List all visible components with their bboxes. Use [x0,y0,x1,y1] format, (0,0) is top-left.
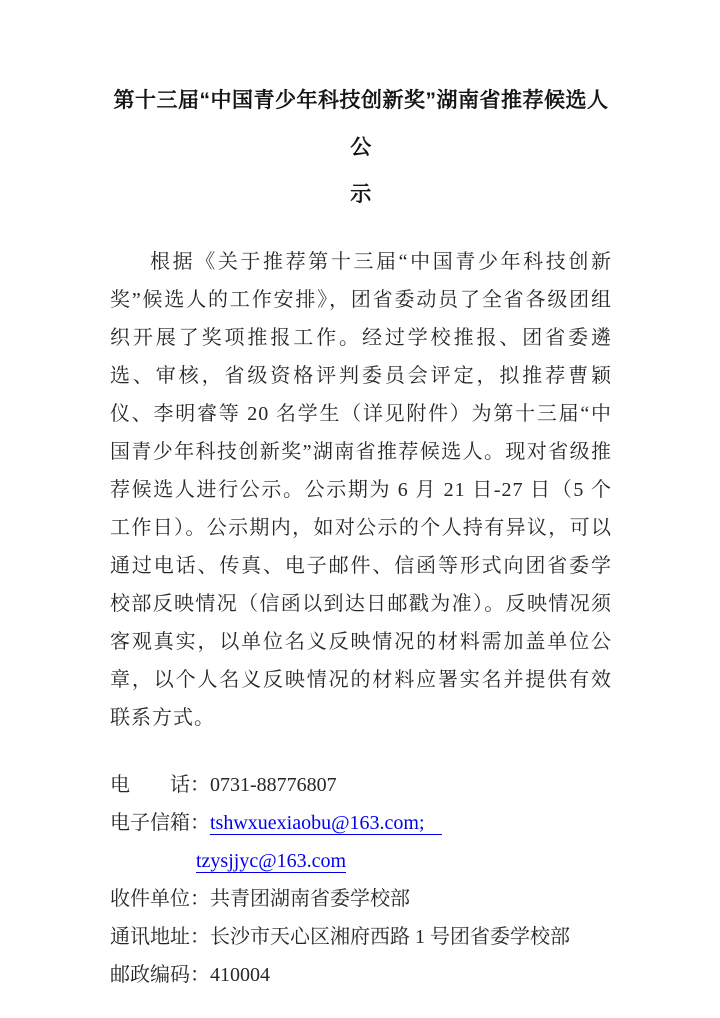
phone-value: 0731-88776807 [210,774,337,796]
document-title: 第十三届“中国青少年科技创新奖”湖南省推荐候选人公 示 [113,89,609,206]
phone-row [110,766,612,804]
postcode-value: 410004 [210,964,270,986]
contact-block [110,766,612,994]
postcode-label: 邮政编码： [110,964,210,986]
phone-label: 电 话： [110,774,210,796]
postcode-row [110,956,612,994]
recipient-value: 共青团湖南省委学校部 [210,888,410,910]
email-row [110,804,612,842]
address-value: 长沙市天心区湘府西路 1 号团省委学校部 [210,926,570,948]
address-label: 通讯地址： [110,926,210,948]
recipient-row [110,880,612,918]
address-row [110,918,612,956]
body-paragraph: 根据《关于推荐第十三届“中国青少年科技创新奖”候选人的工作安排》，团省委动员了全省各级团组织开展了奖项推报工作。经过学校推报、团省委遴选、审核，省级资格评判委员会评定，拟推荐曹颖仪、李明睿等 20 名学生（详见附件）为第十三届“中国青少年科技创新奖”湖南省推荐候选人。现对省级推荐候选人进行公示。公示期为 6 月 21 日-27 日（5 个工作日）。公示期内，如对公示的个人持有异议，可以通过电话、传真、电子邮件、信函等形式向团省委学校部反映情况（信函以到达日邮戳为准）。反映情况须客观真实，以单位名义反映情况的材料需加盖单位公章，以个人名义反映情况的材料应署实名并提供有效联系方式。 [110,251,612,729]
email-link-primary[interactable]: tshwxuexiaobu@163.com; [210,812,442,835]
email-row-continuation [110,842,612,880]
email-label: 电子信箱： [110,812,210,834]
email-link-secondary[interactable]: tzysjjyc@163.com [196,850,347,872]
recipient-label: 收件单位： [110,888,210,910]
